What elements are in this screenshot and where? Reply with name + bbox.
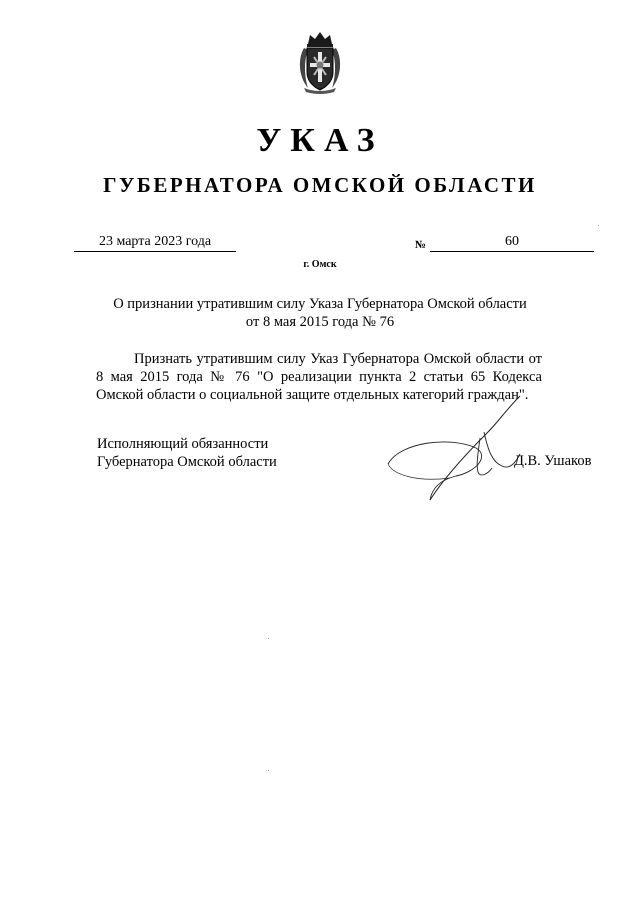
- document-body: Признать утратившим силу Указ Губернатора Омской области от 8 мая 2015 года № 76 "О реализации пункта 2 статьи 65 Кодекса Омской области о социальной защите отдельных категорий граждан".: [96, 351, 542, 403]
- coat-of-arms-emblem: [296, 30, 344, 94]
- decree-title: УКАЗ: [256, 122, 384, 159]
- signatory-name: Д.В. Ушаков: [514, 453, 592, 469]
- decree-date: 23 марта 2023 года: [74, 234, 236, 252]
- scan-speck: [268, 638, 269, 639]
- position-line: Губернатора Омской области: [97, 454, 277, 470]
- heading-line: О признании утратившим силу Указа Губернатора Омской области: [113, 296, 527, 312]
- signatory-position: [97, 435, 277, 471]
- heading-line: от 8 мая 2015 года № 76: [245, 314, 395, 330]
- document-heading: [100, 295, 540, 331]
- handwritten-signature: [380, 392, 530, 504]
- position-line: Исполняющий обязанности: [97, 436, 269, 452]
- decree-number: 60: [430, 234, 594, 252]
- city-label: г. Омск: [303, 259, 337, 270]
- decree-issuer: ГУБЕРНАТОРА ОМСКОЙ ОБЛАСТИ: [103, 173, 537, 197]
- scan-speck: [598, 225, 599, 226]
- number-sign: №: [415, 239, 427, 251]
- scan-speck: [268, 770, 269, 771]
